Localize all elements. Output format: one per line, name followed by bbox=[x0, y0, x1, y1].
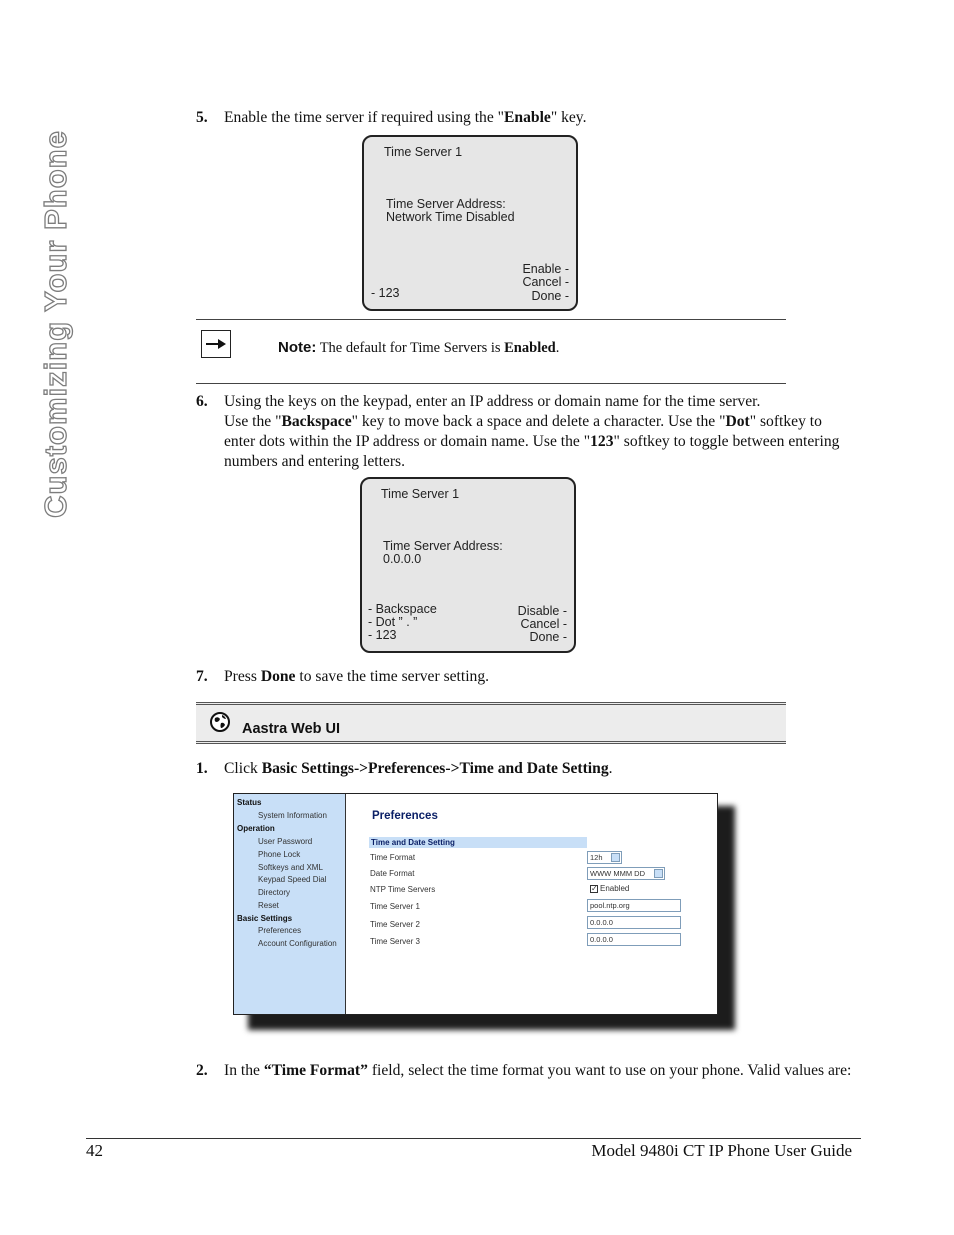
menu-path: Basic Settings->Preferences->Time and Date Setting bbox=[261, 760, 609, 777]
step-text-part: Press bbox=[224, 668, 261, 685]
step-text-part: field, select the time format you want to use on your phone. Valid values are: bbox=[367, 1062, 852, 1079]
key-done: Done bbox=[260, 668, 296, 685]
nav-item-phone-lock[interactable]: Phone Lock bbox=[258, 850, 301, 859]
phone-display-1 bbox=[362, 135, 578, 311]
page-number: 42 bbox=[86, 1141, 103, 1160]
date-format-select[interactable] bbox=[587, 867, 665, 880]
step-text-part: " softkey to toggle between entering numbers and entering letters. bbox=[224, 433, 840, 470]
step-number: 2. bbox=[196, 1062, 208, 1079]
display-value: Network Time Disabled bbox=[386, 210, 515, 224]
nav-group-basic-settings[interactable]: Basic Settings bbox=[237, 914, 293, 923]
step-text-part: to save the time server setting. bbox=[295, 668, 490, 685]
key-backspace: Backspace bbox=[281, 413, 352, 430]
note-label: Note: bbox=[278, 339, 317, 356]
softkey-123: - 123 bbox=[368, 628, 397, 642]
softkey-123: - 123 bbox=[371, 286, 400, 300]
note-text bbox=[278, 339, 559, 357]
time-server-2-label: Time Server 2 bbox=[370, 920, 420, 929]
display-title: Time Server 1 bbox=[384, 145, 463, 159]
ntp-enabled-label: Enabled bbox=[600, 884, 630, 893]
note-bold: Enabled bbox=[504, 340, 556, 356]
ntp-time-servers-label: NTP Time Servers bbox=[370, 885, 436, 894]
note-bottom-rule bbox=[196, 383, 786, 384]
nav-item-account-configuration[interactable]: Account Configuration bbox=[258, 939, 337, 948]
nav-item-user-password[interactable]: User Password bbox=[258, 837, 313, 846]
step-text-part: Enable the time server if required using the " bbox=[224, 109, 505, 126]
softkey-done: Done - bbox=[531, 289, 569, 303]
time-server-1-input[interactable]: pool.ntp.org bbox=[587, 899, 681, 912]
time-format-select[interactable] bbox=[587, 851, 622, 864]
phone-display-2 bbox=[360, 477, 576, 653]
key-123: 123 bbox=[590, 433, 614, 450]
section-header-time-date: Time and Date Setting bbox=[369, 837, 587, 848]
web-ui-screenshot bbox=[233, 793, 718, 1015]
display-label: Time Server Address: bbox=[386, 197, 506, 211]
step-text bbox=[224, 667, 856, 687]
key-dot: Dot bbox=[725, 413, 750, 430]
chevron-down-icon bbox=[611, 853, 620, 862]
step-7 bbox=[196, 667, 856, 687]
step-number: 5. bbox=[196, 109, 208, 126]
time-server-1-label: Time Server 1 bbox=[370, 902, 420, 911]
checkmark-icon: ✓ bbox=[591, 883, 598, 893]
step-text bbox=[224, 1061, 856, 1081]
time-server-2-input[interactable]: 0.0.0.0 bbox=[587, 916, 681, 929]
web-ui-label: Aastra Web UI bbox=[242, 721, 341, 737]
nav-item-reset[interactable]: Reset bbox=[258, 901, 279, 910]
step-number: 6. bbox=[196, 393, 208, 410]
nav-item-keypad-speed-dial[interactable]: Keypad Speed Dial bbox=[258, 875, 327, 884]
softkey-cancel: Cancel - bbox=[520, 617, 567, 631]
step-text-part: " softkey to enter dots within the IP address or domain name. Use the " bbox=[224, 413, 822, 450]
step-key-name: Enable bbox=[504, 109, 551, 126]
note-text-part: The default for Time Servers is bbox=[316, 340, 505, 356]
softkey-disable: Disable - bbox=[517, 604, 567, 618]
step-text-part: Use the " bbox=[224, 413, 282, 430]
nav-item-softkeys-and-xml[interactable]: Softkeys and XML bbox=[258, 863, 323, 872]
step-1 bbox=[196, 759, 856, 779]
step-text bbox=[224, 392, 856, 472]
step-text-part: " key to move back a space and delete a character. Use the " bbox=[351, 413, 726, 430]
date-format-label: Date Format bbox=[370, 869, 415, 878]
time-format-value: 12h bbox=[590, 853, 603, 862]
softkey-backspace: - Backspace bbox=[368, 602, 437, 616]
chapter-side-title bbox=[40, 108, 72, 540]
web-ui-section-bar bbox=[196, 702, 786, 744]
step-text-paragraph bbox=[224, 412, 856, 472]
date-format-value: WWW MMM DD bbox=[590, 869, 645, 878]
nav-group-status[interactable]: Status bbox=[237, 798, 262, 807]
softkey-done: Done - bbox=[529, 630, 567, 644]
step-text bbox=[224, 108, 856, 128]
note-top-rule bbox=[196, 319, 786, 320]
nav-group-operation[interactable]: Operation bbox=[237, 824, 275, 833]
nav-item-directory[interactable]: Directory bbox=[258, 888, 291, 897]
ntp-enabled-checkbox[interactable] bbox=[590, 884, 629, 893]
step-text-part: . bbox=[608, 760, 613, 777]
step-text-line: Using the keys on the keypad, enter an IP address or domain name for the time server. bbox=[224, 393, 761, 410]
step-text-part: " key. bbox=[550, 109, 587, 126]
time-server-3-label: Time Server 3 bbox=[370, 937, 420, 946]
web-ui-page-title: Preferences bbox=[372, 810, 438, 822]
step-2 bbox=[196, 1061, 856, 1081]
display-label: Time Server Address: bbox=[383, 539, 503, 553]
nav-item-preferences[interactable]: Preferences bbox=[258, 926, 302, 935]
display-value: 0.0.0.0 bbox=[383, 552, 422, 566]
note-arrow-icon bbox=[201, 330, 231, 358]
softkey-dot: - Dot ” . ” bbox=[368, 615, 418, 629]
note-text-part: . bbox=[555, 340, 560, 356]
step-text-part: Click bbox=[224, 760, 262, 777]
step-number: 7. bbox=[196, 668, 208, 685]
display-title: Time Server 1 bbox=[381, 487, 460, 501]
chevron-down-icon bbox=[654, 869, 663, 878]
chapter-title-text: Customizing Your Phone bbox=[38, 130, 74, 518]
step-number: 1. bbox=[196, 760, 208, 777]
step-5 bbox=[196, 108, 856, 128]
time-format-label: Time Format bbox=[370, 853, 416, 862]
step-6 bbox=[196, 392, 856, 472]
softkey-cancel: Cancel - bbox=[522, 275, 569, 289]
field-name-time-format: “Time Format” bbox=[263, 1062, 368, 1079]
globe-icon bbox=[209, 711, 231, 738]
footer-rule bbox=[86, 1138, 861, 1139]
step-text-part: In the bbox=[224, 1062, 264, 1079]
step-text bbox=[224, 759, 856, 779]
web-ui-sidebar bbox=[234, 794, 346, 1014]
nav-item-system-information[interactable]: System Information bbox=[258, 811, 327, 820]
softkey-enable: Enable - bbox=[522, 262, 569, 276]
guide-title: Model 9480i CT IP Phone User Guide bbox=[591, 1141, 852, 1160]
time-server-3-input[interactable]: 0.0.0.0 bbox=[587, 933, 681, 946]
